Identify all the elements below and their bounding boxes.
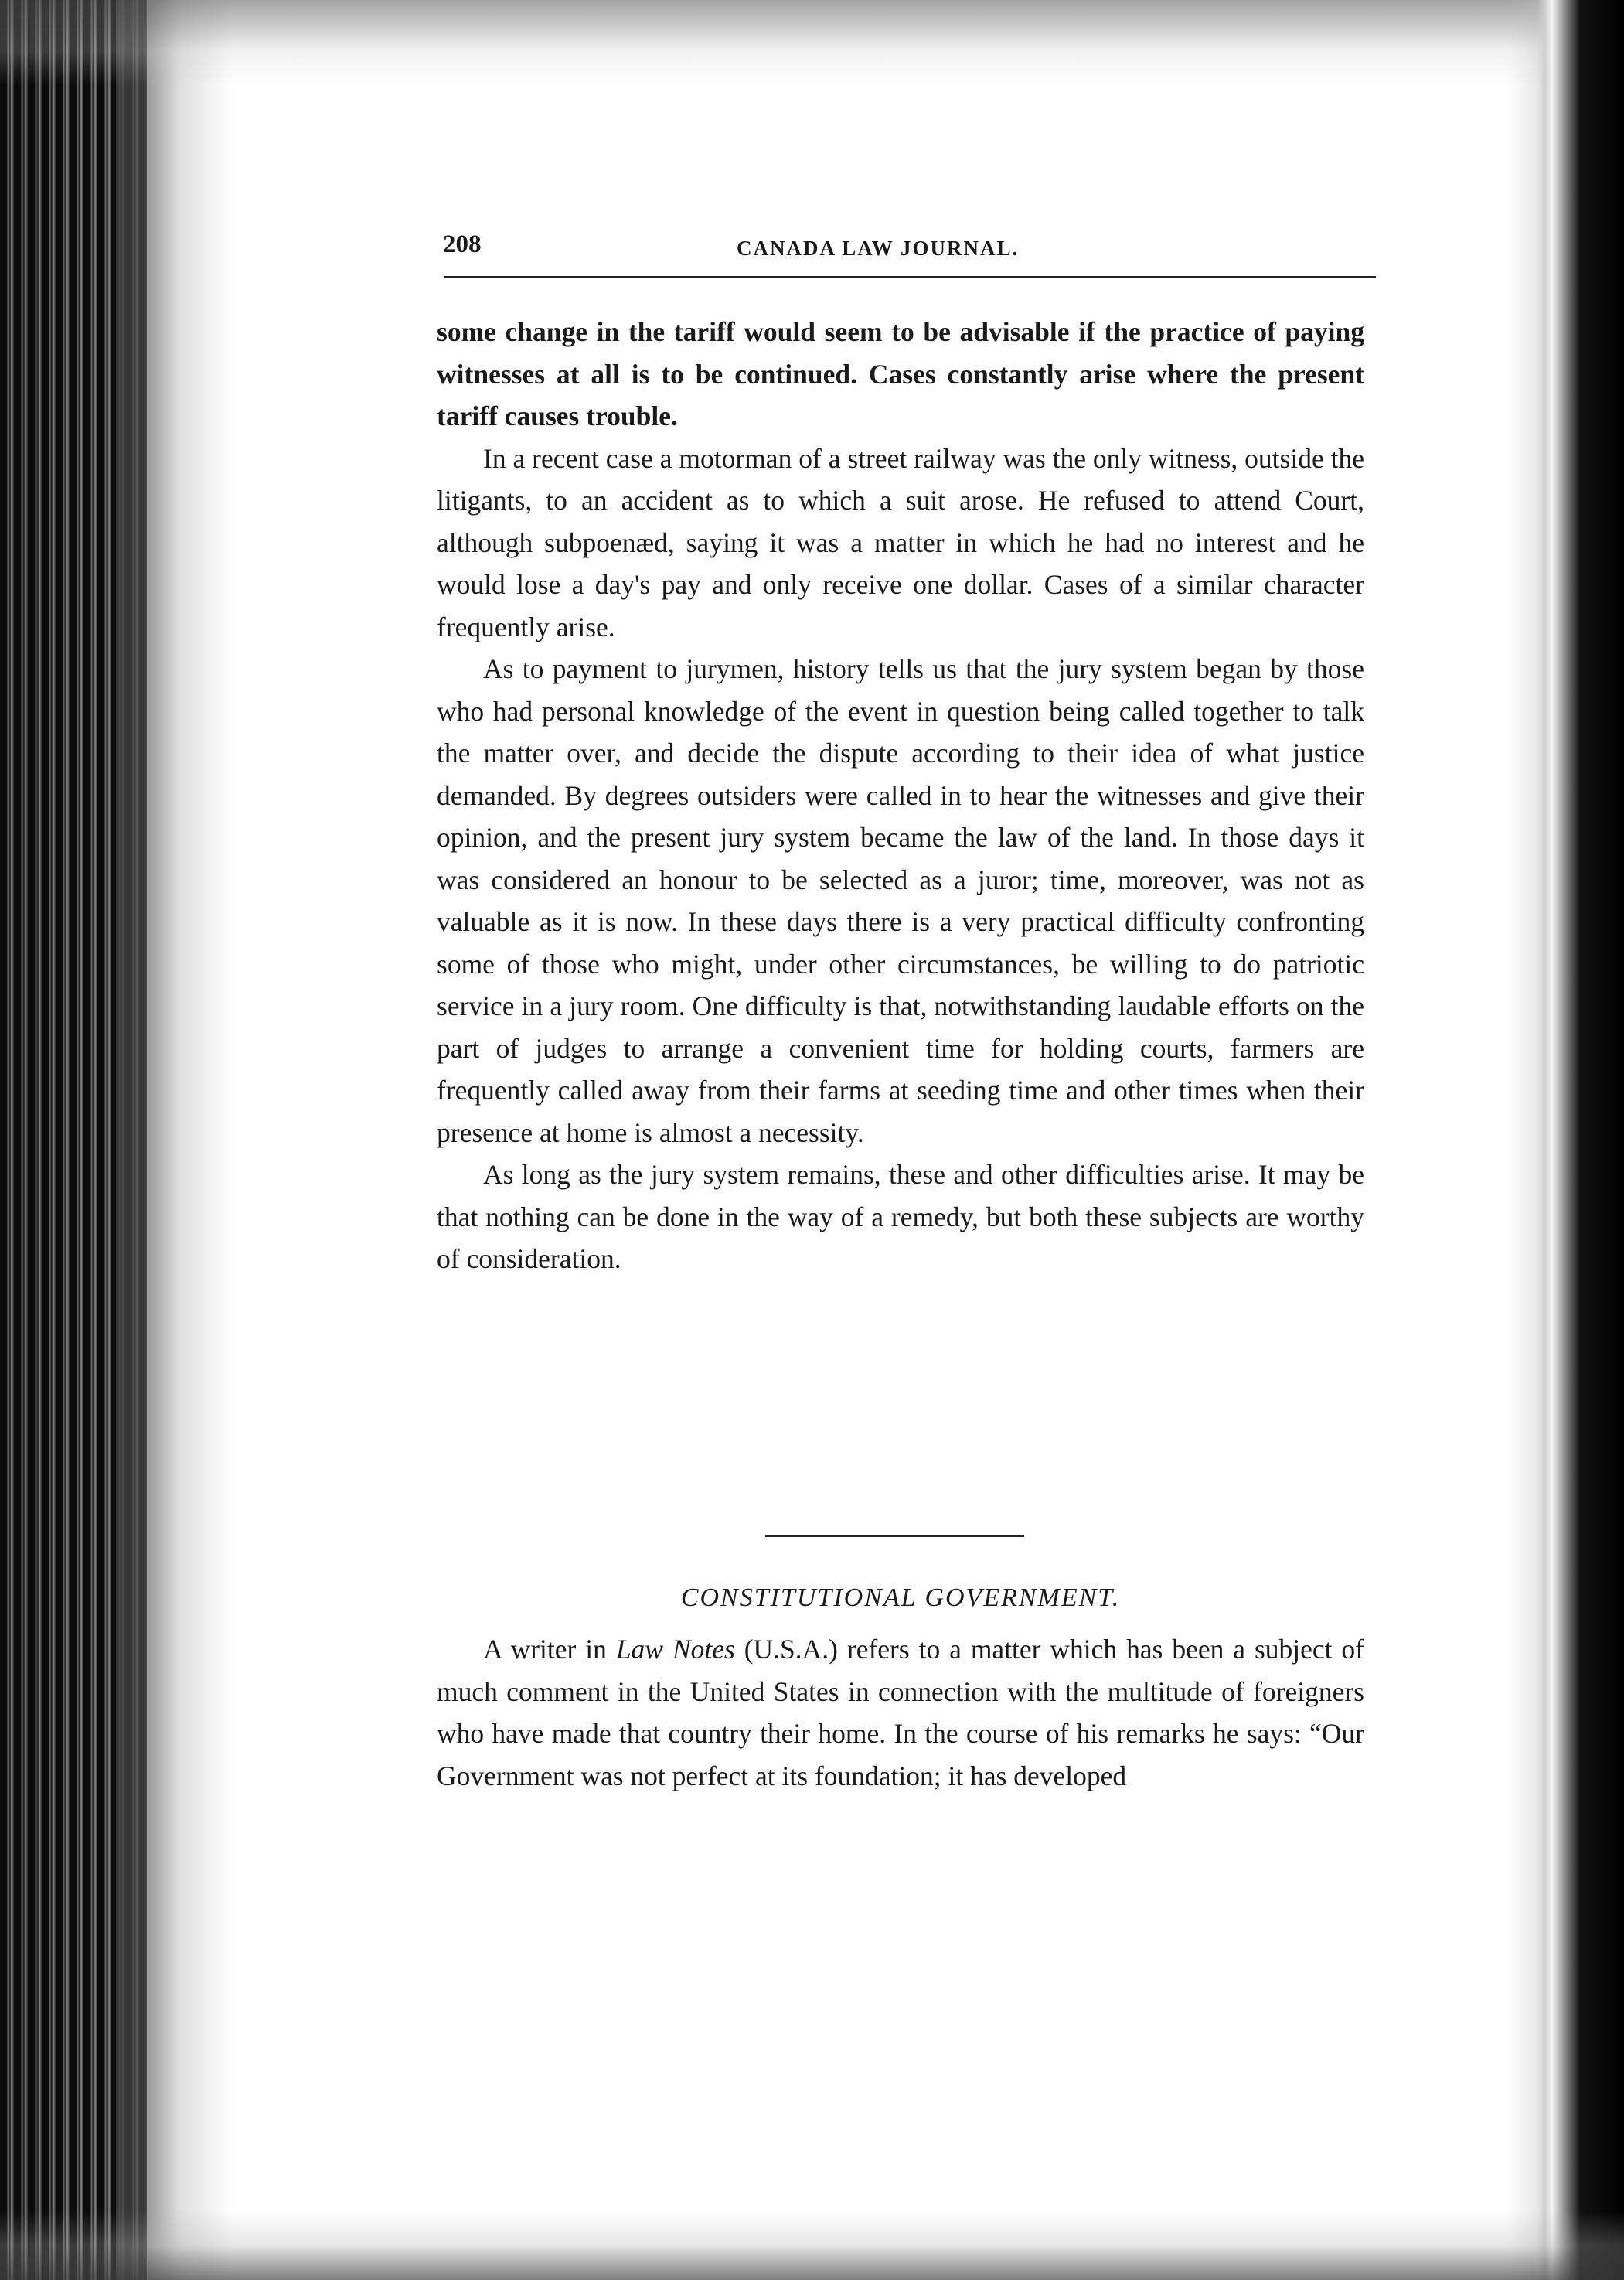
scan-shadow — [116, 0, 232, 2280]
running-head — [443, 230, 1378, 277]
journal-title: CANADA LAW JOURNAL. — [737, 237, 1020, 260]
paragraph: some change in the tariff would seem to be advisable if the practice of paying witnesses at all is to be continued. Cases constantly arise where the present tariff causes trouble. — [437, 316, 1364, 431]
header-rule — [444, 276, 1376, 278]
paragraph: As to payment to jurymen, history tells us that the jury system began by those who had personal knowledge of the event in question being called together to talk the matter over, and decide the dispute according to their idea of what justice demanded. By degrees outsiders were called in to hear the witnesses and give their opinion, and the present jury system became the law of the land. In those days it was considered an honour to be selected as a juror; time, moreover, was not as valuable as it is now. In these days there is a very practical difficulty confronting some of those who might, under other circumstances, be willing to do patriotic service in a jury room. One difficulty is that, notwithstanding laudable efforts on the part of judges to arrange a convenient time for holding courts, farmers are frequently called away from their farms at seeding time and other times when their presence at home is almost a necessity. — [437, 653, 1364, 1148]
page-number: 208 — [443, 230, 482, 258]
intro-text-continued: (U.S.A.) refers to a matter which has been a subject of much comment in the United States in connection with the multitude of foreigners who have made that country their home. In the course of his remarks he says: “Our Government was not perfect at its foundation; it has developed — [437, 1634, 1364, 1791]
article-body — [437, 311, 1364, 1280]
section-divider — [765, 1535, 1024, 1537]
section-heading: CONSTITUTIONAL GOVERNMENT. — [680, 1583, 1121, 1612]
scan-bottom-shadow — [0, 2210, 1624, 2280]
paragraph: As long as the jury system remains, these and other difficulties arise. It may be that nothing can be done in the way of a remedy, but both these subjects are worthy of consideration. — [437, 1159, 1364, 1274]
paragraph — [437, 1628, 1364, 1797]
publication-title: Law Notes — [615, 1634, 735, 1665]
scan-right-edge — [1508, 0, 1624, 2280]
paragraph: In a recent case a motorman of a street railway was the only witness, outside the litigants, to an accident as to which a suit arose. He refused to attend Court, although subpoenæd, saying it was a matter in which he had no interest and he would lose a day's pay and only receive one dollar. Cases of a similar character frequently arise. — [437, 442, 1364, 642]
section-body — [437, 1628, 1364, 1797]
scan-top-shadow — [0, 0, 1624, 85]
intro-text: A writer in — [483, 1634, 616, 1665]
